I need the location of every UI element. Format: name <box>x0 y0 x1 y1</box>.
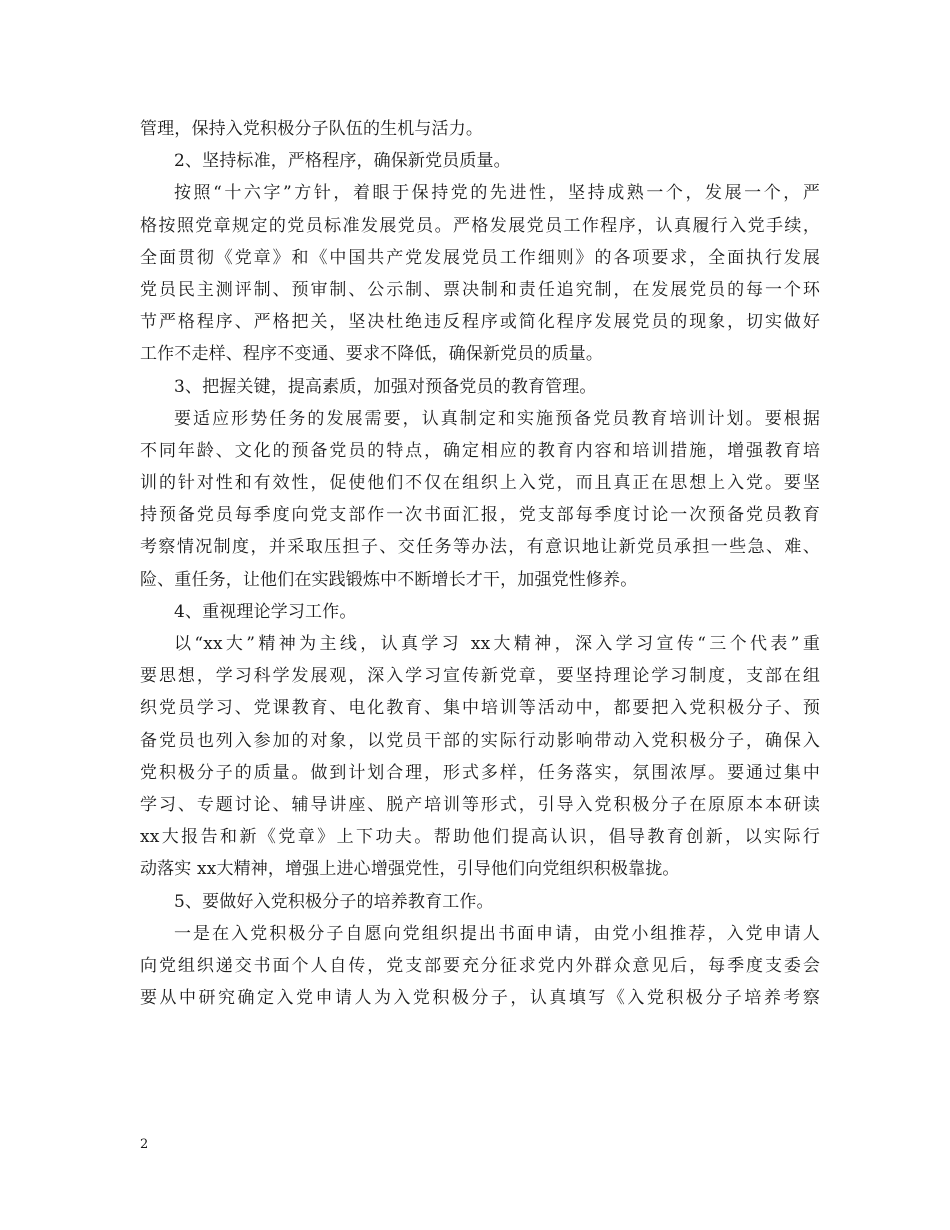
text-line: 2、坚持标准，严格程序，确保新党员质量。 <box>174 151 511 172</box>
text-line: 要适应形势任务的发展需要，认真制定和实施预备党员教育培训计划。要根据 <box>174 408 820 429</box>
text-line: 向党组织递交书面个人自传，党支部要充分征求党内外群众意见后，每季度支委会 <box>140 955 820 976</box>
text-line: xx大报告和新《党章》上下功夫。帮助他们提高认识，倡导教育创新，以实际行 <box>140 827 820 848</box>
text-line: 党员民主测评制、预审制、公示制、票决制和责任追究制，在发展党员的每一个环 <box>140 279 820 300</box>
text-line: 工作不走样、程序不变通、要求不降低，确保新党员的质量。 <box>140 344 604 365</box>
text-line: 4、重视理论学习工作。 <box>174 601 357 622</box>
text-line: 考察情况制度，并采取压担子、交任务等办法，有意识地让新党员承担一些急、难、 <box>140 537 820 558</box>
text-line: 持预备党员每季度向党支部作一次书面汇报，党支部每季度讨论一次预备党员教育 <box>140 505 820 526</box>
text-line: 训的针对性和有效性，促使他们不仅在组织上入党，而且真正在思想上入党。要坚 <box>140 473 820 494</box>
text-line: 动落实 xx大精神，增强上进心增强党性，引导他们向党组织积极靠拢。 <box>140 859 680 880</box>
text-line: 管理，保持入党积极分子队伍的生机与活力。 <box>140 119 483 139</box>
text-line: 学习、专题讨论、辅导讲座、脱产培训等形式，引导入党积极分子在原原本本研读 <box>140 794 820 815</box>
text-line: 以“xx大”精神为主线，认真学习 xx大精神，深入学习宣传“三个代表”重 <box>174 634 820 654</box>
text-line: 要从中研究确定入党申请人为入党积极分子，认真填写《入党积极分子培养考察 <box>140 988 820 1009</box>
document-body <box>140 113 820 1014</box>
text-line: 要思想，学习科学发展观，深入学习宣传新党章，要坚持理论学习制度，支部在组 <box>140 666 820 687</box>
text-line: 险、重任务，让他们在实践锻炼中不断增长才干，加强党性修养。 <box>140 569 638 590</box>
text-line: 按照“十六字”方针，着眼于保持党的先进性，坚持成熟一个，发展一个，严 <box>174 183 820 204</box>
text-line: 一是在入党积极分子自愿向党组织提出书面申请，由党小组推荐，入党申请人 <box>174 923 820 944</box>
text-line: 备党员也列入参加的对象，以党员干部的实际行动影响带动入党积极分子，确保入 <box>140 730 820 751</box>
page-number: 2 <box>140 1137 149 1152</box>
text-line: 5、要做好入党积极分子的培养教育工作。 <box>174 891 494 912</box>
text-line: 全面贯彻《党章》和《中国共产党发展党员工作细则》的各项要求，全面执行发展 <box>140 247 820 268</box>
text-line: 党积极分子的质量。做到计划合理，形式多样，任务落实，氛围浓厚。要通过集中 <box>140 762 820 783</box>
text-line: 3、把握关键，提高素质，加强对预备党员的教育管理。 <box>174 376 597 397</box>
text-line: 织党员学习、党课教育、电化教育、集中培训等活动中，都要把入党积极分子、预 <box>140 698 820 719</box>
text-line: 节严格程序、严格把关，坚决杜绝违反程序或简化程序发展党员的现象，切实做好 <box>140 312 820 333</box>
text-line: 不同年龄、文化的预备党员的特点，确定相应的教育内容和培训措施，增强教育培 <box>140 440 820 461</box>
text-line: 格按照党章规定的党员标准发展党员。严格发展党员工作程序，认真履行入党手续， <box>140 215 820 236</box>
